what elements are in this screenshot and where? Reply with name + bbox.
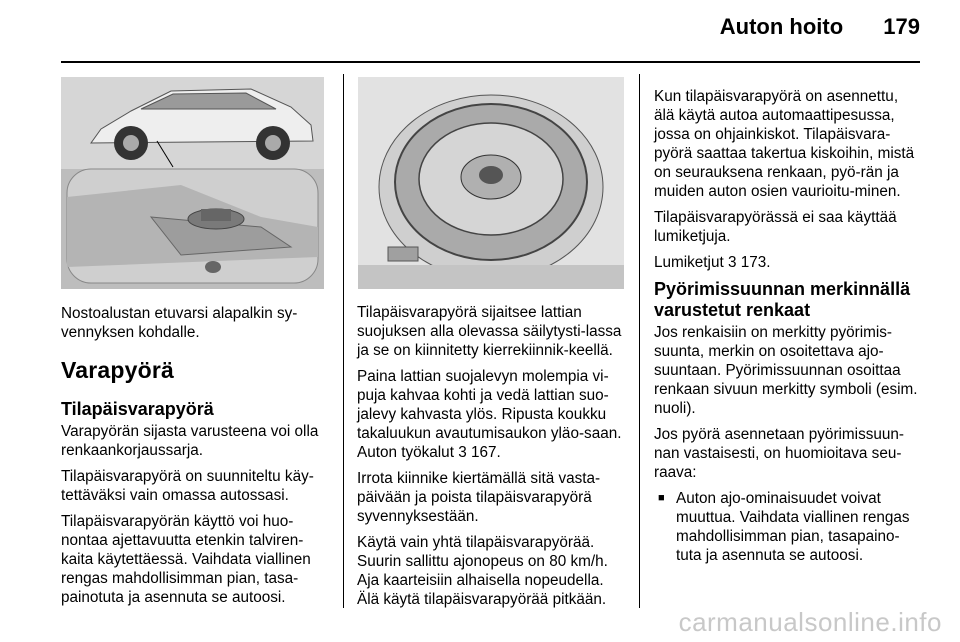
paragraph: Tilapäisvarapyörän käyttö voi huo-nontaa ajettavuutta etenkin talviren-kaita käytettäessä. Vaihdata viallinen rengas mahdollisimman pian, tasa-painotuta ja asennuta se autoosi. [61,513,311,606]
paragraph: Kun tilapäisvarapyörä on asennettu, älä käytä autoa automaattipesussa, jossa on ohjainkiskot. Tilapäisvara-pyörä saattaa takertua kiskoihin, mistä on seurauksena renkaan, pyö-rän ja muiden auton osien vaurioitu-minen. [654,88,915,200]
section-title: Varapyörä [61,357,175,383]
paragraph: Tilapäisvarapyörässä ei saa käyttää lumiketjuja. [654,209,897,245]
page-header [720,14,920,40]
page-number: 179 [883,14,920,39]
column-3 [654,87,922,565]
spare-wheel-illustration [358,77,624,289]
bullet-text: Auton ajo-ominaisuudet voivat muuttua. Vaihdata viallinen rengas mahdollisimman pian, tasapaino-tuta ja asennuta se autoosi. [676,490,910,564]
column-1 [61,304,329,614]
paragraph: Tilapäisvarapyörä on suunniteltu käy-tettäväksi vain omassa autossasi. [61,468,314,504]
header-title: Auton hoito [719,14,844,39]
paragraph: Paina lattian suojalevyn molempia vi-puja kahvaa kohti ja vedä lattian suo-jalevy kahvasta ylös. Ripusta koukku takaluukun avautumisaukon yläo-saan. Auton työkalut 3 167. [357,368,622,461]
watermark: carmanualsonline.info [678,607,942,637]
paragraph: Lumiketjut 3 173. [654,254,771,271]
paragraph: Käytä vain yhtä tilapäisvarapyörää. Suurin sallittu ajonopeus on 80 km/h. Aja kaarteisiin alhaisella nopeudella. Älä käytä tilapäisvarapyörää pitkään. [357,534,608,608]
bullet-square-icon: ■ [658,492,665,504]
subsection-title: Tilapäisvarapyörä [61,399,214,419]
column-divider-1 [343,74,344,608]
paragraph: Varapyörän sijasta varusteena voi olla renkaankorjaussarja. [61,423,319,459]
paragraph: Jos renkaisiin on merkitty pyörimis-suunta, merkin on osoitettava ajo-suuntaan. Pyörimissuunnan osoittaa renkaan sivuun merkitty symboli (esim. nuoli). [654,324,918,417]
paragraph: Irrota kiinnike kiertämällä sitä vasta-päivään ja poista tilapäisvarapyörä syvennyksestään. [357,470,601,525]
column-2 [357,303,623,616]
column-divider-2 [639,74,640,608]
jack-point-illustration [61,77,324,289]
bullet-item [658,489,922,565]
subsection-title: Pyörimissuunnan merkinnällä varustetut renkaat [654,279,911,320]
paragraph: Jos pyörä asennetaan pyörimissuun-nan vastaisesti, on huomioitava seu-raava: [654,426,904,481]
paragraph: Tilapäisvarapyörä sijaitsee lattian suojuksen alla olevassa säilytysti-lassa ja se on kiinnitetty kierrekiinnik-keellä. [357,304,622,359]
illustration-caption: Nostoalustan etuvarsi alapalkin sy-vennyksen kohdalle. [61,305,298,341]
header-rule [61,61,920,63]
